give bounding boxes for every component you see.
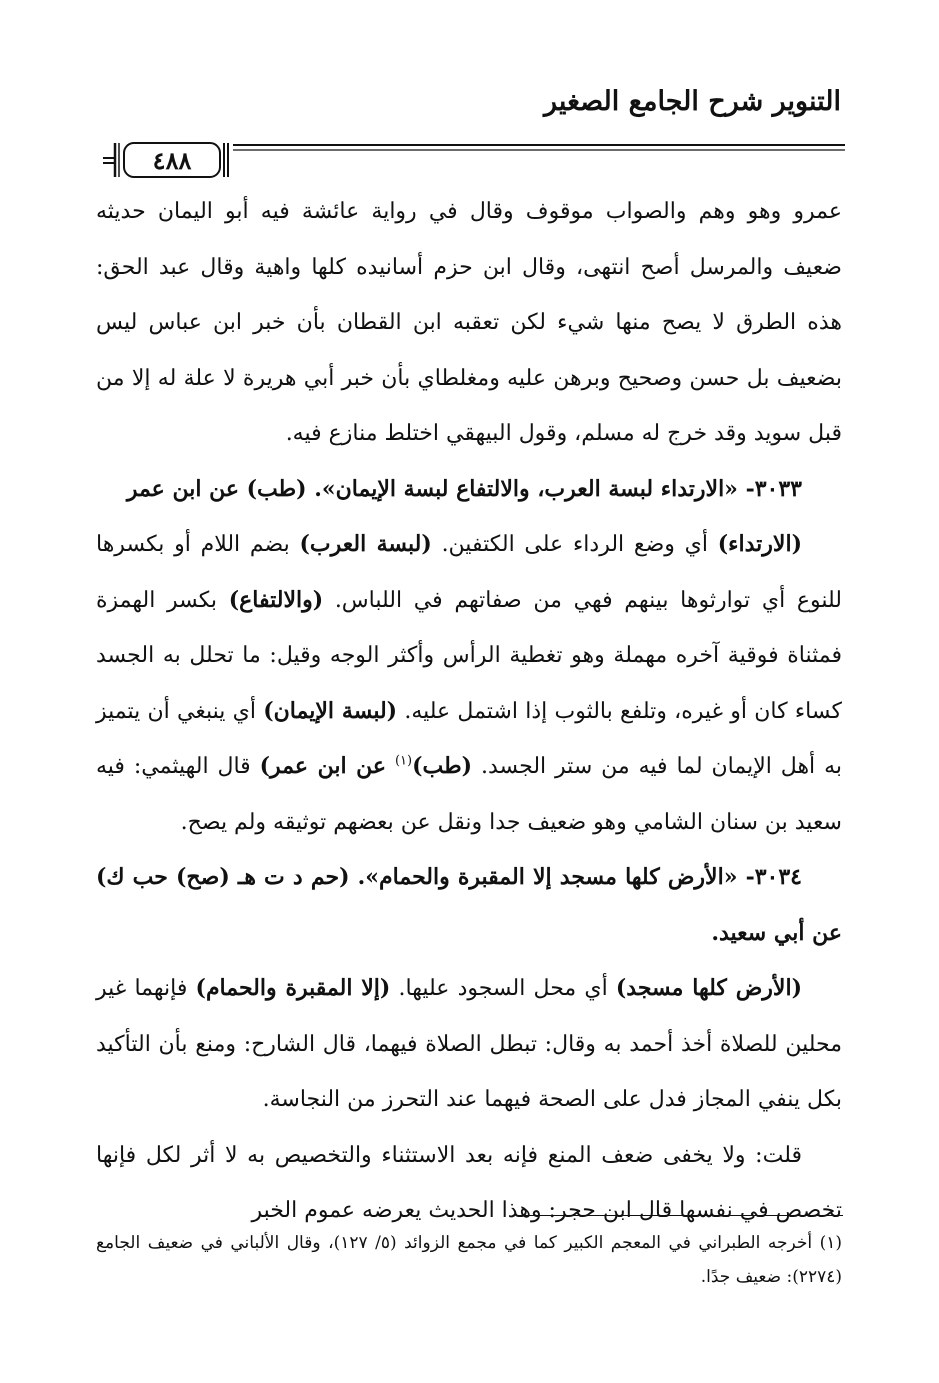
term-libsat-al-iman: (لبسة الإيمان) bbox=[263, 697, 398, 724]
footnote-marker: (١) bbox=[394, 753, 413, 769]
source-tabarani: (طب) bbox=[412, 753, 473, 779]
term-libsat-al-arab: (لبسة العرب) bbox=[299, 531, 432, 557]
hadith-heading-3034 bbox=[96, 850, 842, 961]
commentary-qultu: قلت: ولا يخفى ضعف المنع فإنه بعد الاستثناء والتخصيص به لا أثر لكل فإنها تخصص في نفسها قال ابن حجر: وهذا الحديث يعرضه عموم الخبر bbox=[96, 1142, 842, 1223]
source-narrator: عن ابن عمر) bbox=[259, 753, 387, 779]
footnotes bbox=[96, 1226, 842, 1294]
commentary-3033 bbox=[96, 517, 842, 850]
commentary-text: قال الهيثمي: فيه سعيد بن سنان الشامي وهو ضعيف جدا ونقل عن بعضهم توثيقه ولم يصح. bbox=[96, 754, 842, 835]
page-number: ٤٨٨ bbox=[152, 145, 192, 175]
commentary-text: بكسر الهمزة فمثناة فوقية آخره مهملة وهو تغطية الرأس وأكثر الوجه وقيل: ما تحلل به الجسد كساء كان أو غيره، وتلفع بالثوب إذا اشتمل عليه. bbox=[96, 587, 842, 724]
commentary-text: أي محل السجود عليها. bbox=[390, 976, 616, 1001]
commentary-text: أي وضع الرداء على الكتفين. bbox=[431, 532, 718, 557]
commentary-3034 bbox=[96, 961, 842, 1128]
running-title: التنوير شرح الجامع الصغير bbox=[544, 86, 841, 117]
hadith-heading-3033 bbox=[96, 462, 842, 518]
footnote-separator bbox=[523, 1215, 843, 1216]
hadith-3033-text: ٣٠٣٣- «الارتداء لبسة العرب، والالتفاع لبسة الإيمان». (طب) عن ابن عمر bbox=[126, 475, 802, 502]
commentary-text: أي ينبغي أن يتميز به أهل الإيمان لما فيه من ستر الجسد. bbox=[96, 698, 842, 779]
term-iltifa: (والالتفاع) bbox=[228, 586, 324, 613]
term-al-ard: (الأرض كلها مسجد) bbox=[615, 975, 802, 1001]
term-irtida: (الارتداء) bbox=[717, 531, 802, 557]
hadith-3034-text: ٣٠٣٤- «الأرض كلها مسجد إلا المقبرة والحمام». (حم د ت هـ (صح) حب ك) عن أبي سعيد. bbox=[96, 864, 842, 946]
commentary-text: بضم اللام أو بكسرها للنوع أي توارثوها بينهم فهي من صفاتهم في اللباس. bbox=[96, 532, 842, 613]
paragraph-continued: عمرو وهو وهم والصواب موقوف وقال في رواية عائشة فيه أبو اليمان حديثه ضعيف والمرسل أصح انتهى، وقال ابن حزم أسانيده كلها واهية وقال عبد الحق: هذه الطرق لا يصح منها شيء لكن تعقبه ابن القطان بأن خبر ابن عباس ليس بضعيف بل حسن وصحيح وبرهن عليه ومغلطاي بأن خبر أبي هريرة لا علة له إلا من قبل سويد وقد خرج له مسلم، وقول البيهقي اختلط منازع فيه. bbox=[96, 199, 842, 446]
main-text bbox=[96, 184, 842, 1239]
term-illa-al-maqbara: (إلا المقبرة والحمام) bbox=[195, 975, 391, 1001]
commentary-text: فإنهما غير محلين للصلاة أخذ أحمد به وقال: تبطل الصلاة فيهما، قال الشارح: ومنع بأن التأكيد بكل ينفي المجاز فدل على الصحة فيهما عند التحرز من النجاسة. bbox=[96, 976, 842, 1112]
footnote-1: (١) أخرجه الطبراني في المعجم الكبير كما في مجمع الزوائد (٥/ ١٢٧)، وقال الألباني في ضعيف الجامع (٢٢٧٤): ضعيف جدًا. bbox=[96, 1233, 842, 1287]
